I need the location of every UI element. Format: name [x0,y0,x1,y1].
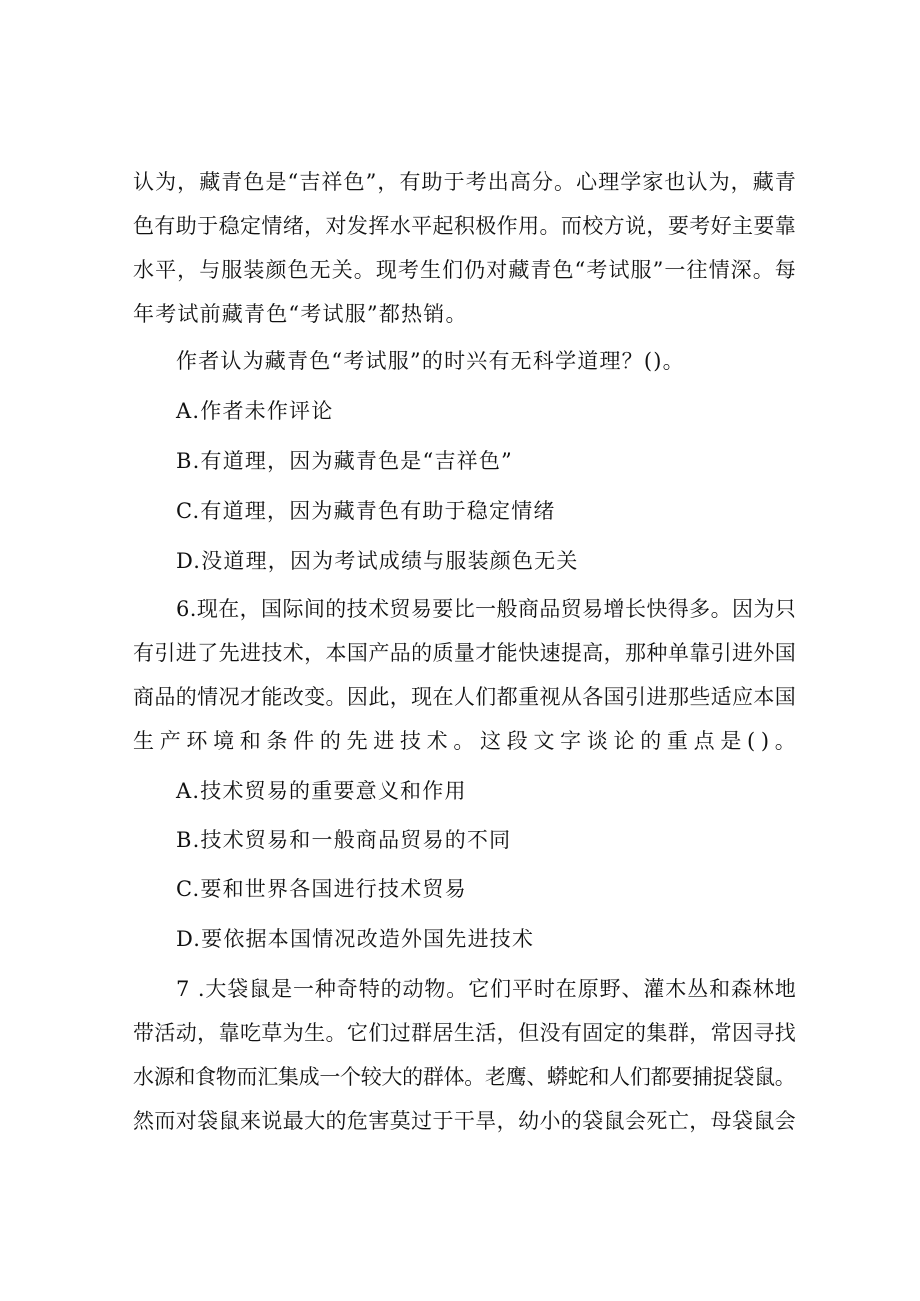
q5-option-b: B.有道理，因为藏青色是“吉祥色” [176,449,513,473]
q6-line-2: 有引进了先进技术，本国产品的质量才能快速提高，那种单靠引进外国 [133,641,797,665]
q7-line-1: 7 .大袋鼠是一种奇特的动物。它们平时在原野、灌木丛和森林地 [176,977,797,1001]
passage-line-3: 水平，与服装颜色无关。现考生们仍对藏青色“考试服”一往情深。每 [133,258,797,282]
q6-line-1: 6.现在，国际间的技术贸易要比一般商品贸易增长快得多。因为只 [176,597,797,621]
q5-option-d: D.没道理，因为考试成绩与服装颜色无关 [176,549,579,573]
q6-option-a: A.技术贸易的重要意义和作用 [176,779,467,803]
q7-line-2: 带活动，靠吃草为生。它们过群居生活，但没有固定的集群，常因寻找 [133,1021,797,1045]
q6-option-b: B.技术贸易和一般商品贸易的不同 [176,828,512,852]
q5-option-a: A.作者未作评论 [176,399,334,423]
q6-option-c: C.要和世界各国进行技术贸易 [176,877,467,901]
passage-line-1: 认为，藏青色是“吉祥色”，有助于考出高分。心理学家也认为，藏青 [133,170,797,194]
q5-option-c: C.有道理，因为藏青色有助于稳定情绪 [176,499,556,523]
passage-line-4: 年考试前藏青色“考试服”都热销。 [133,302,468,326]
passage-line-2: 色有助于稳定情绪，对发挥水平起积极作用。而校方说，要考好主要靠 [133,214,797,238]
q7-line-3: 水源和食物而汇集成一个较大的群体。老鹰、蟒蛇和人们都要捕捉袋鼠。 [133,1065,796,1089]
q6-line-4: 生产环境和条件的先进技术。这段文字谈论的重点是()。 [133,729,802,753]
q7-line-4: 然而对袋鼠来说最大的危害莫过于干旱，幼小的袋鼠会死亡，母袋鼠会 [133,1109,797,1133]
q5-question: 作者认为藏青色“考试服”的时兴有无科学道理？()。 [176,349,685,373]
q6-line-3: 商品的情况才能改变。因此，现在人们都重视从各国引进那些适应本国 [133,685,797,709]
q6-option-d: D.要依据本国情况改造外国先进技术 [176,927,535,951]
